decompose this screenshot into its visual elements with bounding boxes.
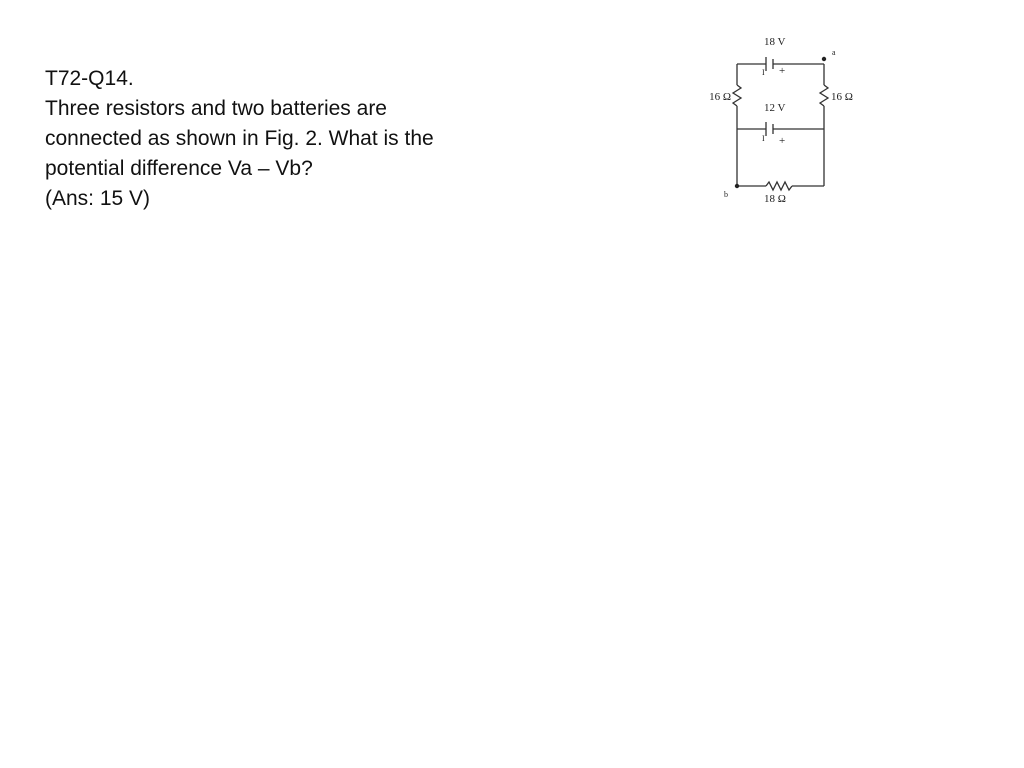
answer-text: (Ans: 15 V) (45, 187, 151, 210)
circuit-diagram (700, 28, 880, 218)
battery-middle-label: 12 V (764, 102, 786, 114)
resistor-bottom-label: 18 Ω (764, 193, 786, 205)
node-b-label: b (724, 190, 728, 199)
battery-middle-minus: I (762, 134, 765, 143)
battery-middle-plus: + (779, 135, 786, 147)
node-a-label: a (832, 48, 836, 57)
resistor-right-zigzag (820, 85, 828, 106)
resistor-right-label: 16 Ω (831, 91, 853, 103)
question-line-1: Three resistors and two batteries are (45, 97, 387, 120)
question-line-2: connected as shown in Fig. 2. What is the (45, 127, 434, 150)
question-id: T72-Q14. (45, 67, 134, 90)
resistor-left-zigzag (733, 85, 741, 106)
circuit-figure (700, 28, 880, 218)
node-b-dot (735, 184, 739, 188)
question-line-3: potential difference Va – Vb? (45, 157, 313, 180)
node-a-dot (822, 57, 826, 61)
resistor-bottom-zigzag (766, 182, 792, 190)
battery-top-label: 18 V (764, 36, 786, 48)
question-text-block (45, 64, 605, 214)
battery-top-minus: I (762, 68, 765, 77)
resistor-left-label: 16 Ω (709, 91, 731, 103)
battery-top-plus: + (779, 65, 786, 77)
